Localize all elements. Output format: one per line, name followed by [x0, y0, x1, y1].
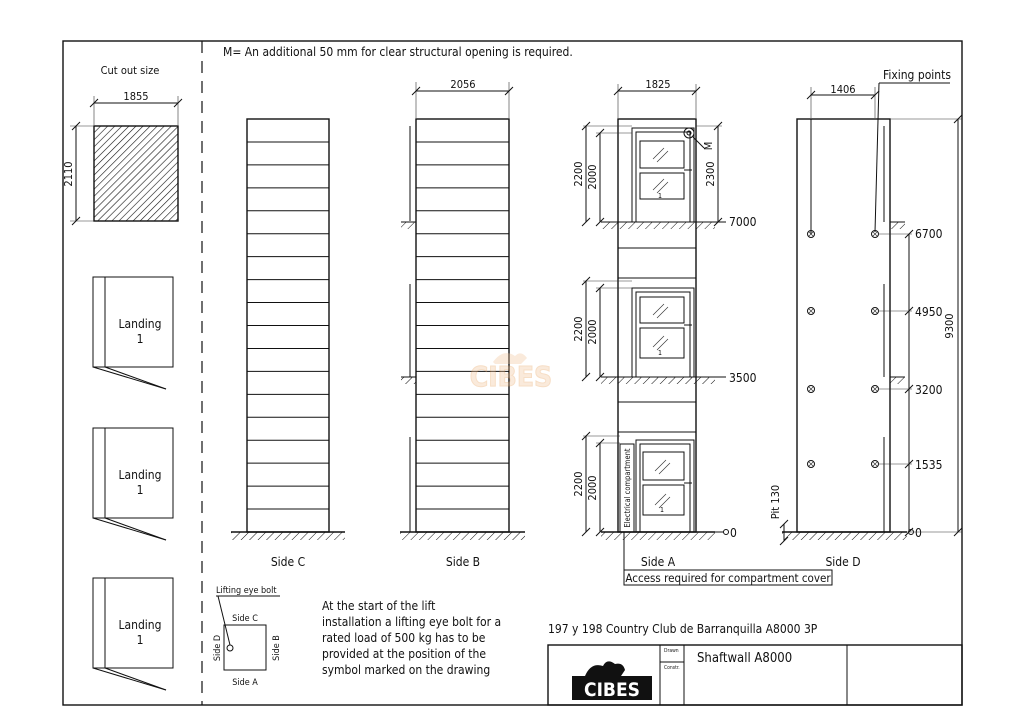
- cibes-watermark: [470, 353, 552, 393]
- side-a-elevation: [572, 78, 832, 585]
- side-d-elevation: [769, 68, 962, 569]
- fixing-points-label: Fixing points: [882, 68, 952, 82]
- svg-text:1: 1: [657, 349, 663, 357]
- svg-text:3500: 3500: [729, 371, 757, 385]
- svg-text:2200: 2200: [572, 471, 585, 497]
- lifting-title: Lifting eye bolt: [216, 586, 277, 596]
- side-c-label: Side C: [270, 555, 306, 569]
- landing-number: 1: [136, 332, 144, 346]
- svg-text:installation a lifting eye bol: installation a lifting eye bolt for a: [322, 615, 502, 629]
- svg-text:Side A: Side A: [232, 678, 258, 688]
- side-a-door-middle: [632, 288, 694, 377]
- svg-text:2000: 2000: [586, 164, 599, 190]
- svg-text:3200: 3200: [915, 383, 943, 397]
- cutout-hatched-area: [94, 126, 178, 221]
- side-a-door-bottom: [620, 440, 694, 532]
- side-b-label: Side B: [445, 555, 481, 569]
- svg-text:4950: 4950: [915, 305, 943, 319]
- pit-depth: Pit 130: [769, 484, 782, 520]
- m-marker: M: [702, 141, 715, 151]
- landing-number: 1: [136, 483, 144, 497]
- svg-text:CIBES: CIBES: [584, 679, 640, 701]
- side-c-panels: [247, 142, 329, 509]
- drawing-title: Shaftwall A8000: [697, 651, 793, 666]
- electrical-compartment-label: Electrical compartment: [623, 448, 632, 528]
- svg-text:At the start of the lift: At the start of the lift: [322, 599, 436, 613]
- opening-note: M= An additional 50 mm for clear structural opening is required.: [223, 45, 573, 59]
- fixing-point-icon: [808, 461, 815, 468]
- svg-text:0: 0: [730, 526, 737, 540]
- svg-text:2000: 2000: [586, 319, 599, 345]
- door-height: 2300: [704, 161, 717, 187]
- svg-text:Side B: Side B: [272, 635, 282, 661]
- svg-text:Side C: Side C: [232, 614, 258, 624]
- side-b-width: 2056: [450, 78, 476, 91]
- svg-text:CIBES: CIBES: [469, 360, 553, 393]
- fixing-point-icon: [808, 386, 815, 393]
- fixing-point-icon: [872, 461, 879, 468]
- cibes-logo: [572, 661, 652, 701]
- cutout-title: Cut out size: [100, 64, 160, 77]
- side-a-label: Side A: [640, 555, 676, 569]
- svg-text:6700: 6700: [915, 227, 943, 241]
- landing-plan-2: [93, 428, 173, 540]
- lifting-eye-bolt-icon: [684, 128, 694, 138]
- svg-text:Drawn: Drawn: [664, 648, 679, 654]
- svg-text:Constr.: Constr.: [664, 665, 680, 671]
- title-block: [548, 645, 962, 705]
- lifting-eye-bolt-detail: [213, 586, 282, 688]
- landing-label: Landing: [118, 317, 162, 331]
- access-note: Access required for compartment cover: [625, 571, 831, 585]
- svg-text:2200: 2200: [572, 316, 585, 342]
- svg-text:1: 1: [657, 192, 663, 200]
- side-d-label: Side D: [825, 555, 861, 569]
- side-a-width: 1825: [645, 78, 671, 91]
- fixing-point-icon: [872, 308, 879, 315]
- svg-text:1535: 1535: [915, 458, 943, 472]
- side-a-door-top: [632, 128, 715, 222]
- landing-number: 1: [136, 633, 144, 647]
- cutout-size-panel: [62, 64, 182, 225]
- lifting-note: [322, 599, 501, 677]
- side-b-panels: [416, 142, 509, 509]
- svg-text:7000: 7000: [729, 215, 757, 229]
- svg-text:symbol marked on the drawing: symbol marked on the drawing: [322, 663, 491, 677]
- fixing-point-icon: [872, 386, 879, 393]
- fixing-point-icon: [808, 308, 815, 315]
- total-height: 9300: [943, 313, 956, 339]
- svg-text:0: 0: [915, 526, 922, 540]
- side-c-elevation: [231, 119, 345, 569]
- svg-text:Side D: Side D: [213, 634, 223, 662]
- landing-label: Landing: [118, 618, 162, 632]
- svg-text:rated load of 500 kg has to be: rated load of 500 kg has to be: [322, 631, 486, 645]
- project-name: 197 y 198 Country Club de Barranquilla A8000 3P: [548, 622, 818, 636]
- svg-text:2200: 2200: [572, 161, 585, 187]
- svg-text:1: 1: [659, 506, 665, 514]
- landing-plan-3: [93, 578, 173, 690]
- landing-plan-1: [93, 277, 173, 389]
- svg-text:provided at the position of th: provided at the position of the: [322, 647, 486, 661]
- cutout-width: 1855: [123, 90, 149, 103]
- side-d-width: 1406: [830, 83, 856, 96]
- cutout-height: 2110: [62, 161, 75, 187]
- lifting-eye-bolt-icon: [227, 645, 233, 651]
- svg-text:2000: 2000: [586, 475, 599, 501]
- landing-label: Landing: [118, 468, 162, 482]
- side-b-elevation: [400, 78, 525, 569]
